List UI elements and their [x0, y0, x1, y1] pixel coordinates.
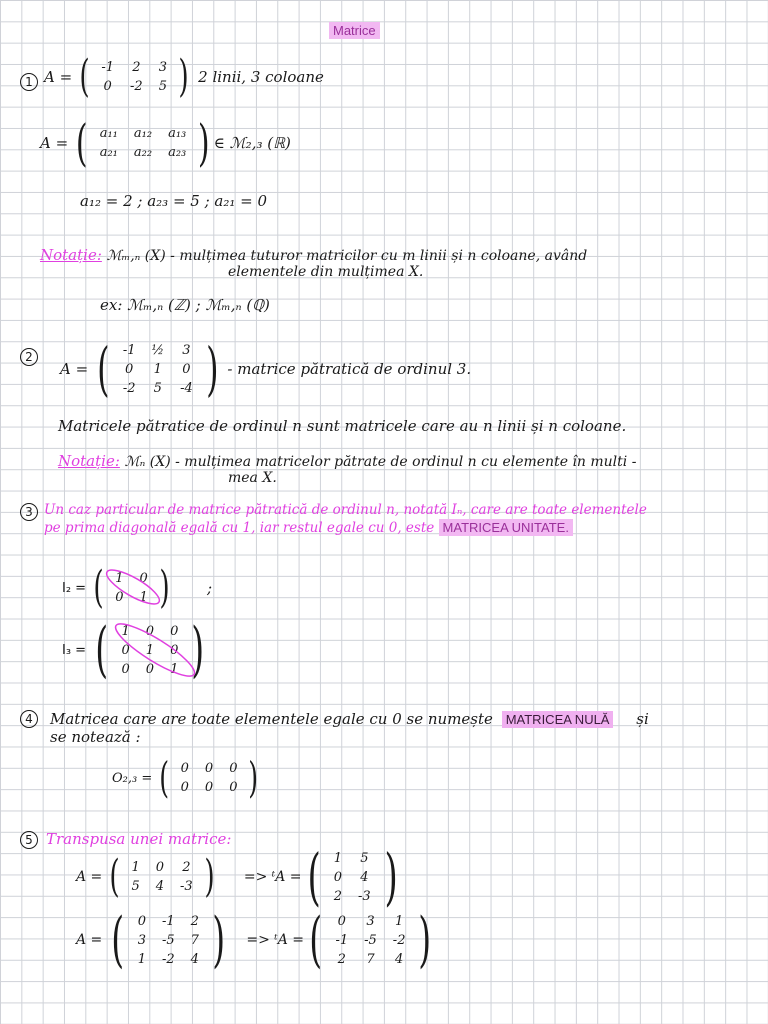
matrix-cell: -3	[180, 879, 193, 894]
null-matrix-highlight: MATRICEA NULĂ	[502, 711, 614, 728]
left-paren: (	[309, 905, 323, 975]
matrix-row	[173, 778, 246, 797]
transpose-arrow: => ᵗA =	[246, 932, 305, 948]
matrix-row	[92, 124, 195, 143]
matrix-a-general	[40, 114, 291, 172]
matrix-row	[123, 877, 200, 896]
matrix-body-transposed	[327, 912, 413, 969]
matrix-cell: 5	[158, 79, 167, 94]
section-number-4: 4	[20, 710, 38, 728]
matrix-cell: 1	[139, 590, 148, 605]
matrix-label: I₃ =	[62, 642, 87, 658]
identity-definition-text: pe prima diagonală egală cu 1, iar restul egale cu 0, este	[44, 520, 435, 536]
right-paren: )	[205, 335, 219, 403]
matrix-cell: 0	[229, 780, 238, 795]
matrix-a-2x3	[44, 51, 324, 102]
matrix-cell: -1	[162, 913, 175, 929]
matrix-body-wrap	[114, 622, 187, 679]
right-paren: )	[178, 51, 189, 102]
transpose-example-2	[76, 905, 437, 975]
left-paren: (	[95, 615, 109, 685]
right-paren: )	[191, 615, 205, 685]
element-values: a₁₂ = 2 ; a₂₃ = 5 ; a₂₁ = 0	[80, 192, 268, 210]
section-number-2: 2	[20, 348, 38, 366]
matrix-cell: -1	[122, 342, 136, 358]
section-number-5: 5	[20, 831, 38, 849]
matrix-cell: 4	[394, 951, 404, 967]
matrix-cell: 2	[190, 913, 199, 929]
matrix-label: A =	[76, 932, 103, 948]
matrix-cell: 0	[337, 913, 346, 929]
matrix-cell: 1	[121, 623, 130, 639]
transpose-heading: Transpusa unei matrice:	[46, 830, 232, 848]
matrix-cell: 3	[158, 60, 167, 75]
null-matrix-text-end: și	[636, 710, 649, 728]
left-paren: (	[93, 562, 104, 613]
matrix-cell: -5	[364, 932, 377, 948]
null-matrix-definition-line1	[50, 710, 649, 728]
matrix-cell: 0	[115, 590, 124, 605]
matrix-cell: a₂₃	[168, 145, 187, 160]
matrix-row	[107, 569, 156, 588]
matrix-cell: 4	[360, 869, 369, 885]
matrix-row	[107, 588, 156, 607]
matrix-cell: 0	[204, 761, 214, 776]
matrix-cell: -1	[335, 932, 349, 948]
matrix-body	[115, 341, 201, 398]
null-matrix	[112, 753, 262, 802]
matrix-cell: 2	[182, 860, 191, 875]
matrix-label: O₂,₃ =	[112, 770, 153, 786]
matrix-cell: 3	[182, 342, 191, 358]
matrix-cell: 0	[145, 623, 155, 639]
matrix-cell: 0	[139, 571, 148, 586]
matrix-cell: 0	[333, 869, 343, 885]
identity-definition-line1: Un caz particular de matrice pătratică de ordinul n, notată Iₙ, care are toate elementele	[44, 502, 647, 518]
right-paren: )	[198, 114, 210, 172]
matrix-label: A =	[60, 360, 89, 378]
matrix-row	[130, 931, 207, 950]
notation-block-1	[40, 246, 587, 264]
matrix-cell: 0	[204, 780, 214, 795]
matrix-body	[107, 569, 156, 607]
matrix-row	[92, 143, 195, 162]
matrix-cell: 0	[125, 361, 134, 377]
matrix-cell: a₁₁	[99, 126, 118, 141]
left-paren: (	[159, 753, 170, 802]
left-paren: (	[109, 851, 121, 902]
matrix-a-3x3	[60, 335, 472, 403]
identity-highlight: MATRICEA UNITATE.	[439, 519, 573, 536]
identity-matrix-3	[62, 615, 210, 685]
notation-label: Notație:	[58, 452, 120, 470]
matrix-cell: 5	[153, 380, 162, 396]
matrix-row	[326, 868, 379, 887]
matrix-label: A =	[44, 68, 73, 86]
matrix-row	[93, 77, 175, 96]
matrix-label: A =	[76, 869, 103, 885]
matrix-cell: 0	[121, 642, 130, 658]
matrix-cell: 0	[170, 623, 179, 639]
matrix-row	[327, 912, 413, 931]
matrix-cell: 2	[333, 888, 343, 904]
matrix-cell: 0	[229, 761, 238, 776]
example-sets: ex: ℳₘ,ₙ (ℤ) ; ℳₘ,ₙ (ℚ)	[100, 296, 270, 314]
matrix-row	[327, 931, 413, 950]
matrix-cell: 7	[366, 951, 375, 967]
matrix-body-transposed	[326, 849, 379, 906]
matrix-row	[115, 360, 201, 379]
matrix-cell: 3	[137, 932, 146, 948]
right-paren: )	[212, 905, 226, 975]
matrix-row	[173, 759, 246, 778]
right-paren: )	[204, 851, 215, 902]
matrix-cell: 0	[155, 860, 165, 875]
matrix-cell: -3	[358, 888, 371, 904]
matrix-cell: 1	[170, 661, 179, 677]
left-paren: (	[306, 840, 321, 913]
transpose-arrow: => ᵗA =	[243, 869, 302, 885]
identity-matrix-2	[62, 562, 213, 613]
matrix-cell: 0	[137, 913, 146, 929]
matrix-row	[114, 641, 187, 660]
matrix-cell: 5	[131, 879, 140, 894]
matrix-cell: 4	[155, 879, 165, 894]
matrix-body-wrap	[107, 569, 156, 607]
matrix-body	[114, 622, 187, 679]
matrix-row	[93, 58, 175, 77]
matrix-cell: 3	[366, 913, 375, 929]
matrix-cell: -2	[392, 932, 406, 948]
matrix-cell: 7	[190, 932, 199, 948]
matrix-label: A =	[40, 134, 69, 152]
right-paren: )	[248, 753, 259, 802]
null-matrix-text: Matricea care are toate elementele egale cu 0 se numește	[50, 710, 493, 728]
matrix-cell: 0	[145, 661, 155, 677]
matrix-row	[123, 858, 200, 877]
matrix-cell: a₁₂	[133, 126, 153, 141]
identity-definition-line2	[44, 520, 573, 536]
matrix-cell: 1	[137, 951, 146, 967]
matrix-row	[326, 849, 379, 868]
matrix-cell: -5	[162, 932, 175, 948]
matrix-cell: 5	[360, 850, 369, 866]
matrix-cell: 1	[153, 361, 162, 377]
matrix-body	[93, 58, 175, 96]
matrix-cell: 0	[180, 761, 189, 776]
matrix-row	[130, 912, 207, 931]
matrix-set-membership: ∈ ℳ₂,₃ (ℝ)	[213, 134, 291, 152]
left-paren: (	[97, 335, 110, 403]
matrix-row	[114, 622, 187, 641]
left-paren: (	[111, 905, 125, 975]
matrix-cell: 2	[132, 60, 141, 75]
page-title: Matrice	[329, 20, 380, 39]
left-paren: (	[79, 51, 90, 102]
right-paren: )	[418, 905, 432, 975]
matrix-cell: -2	[122, 380, 136, 396]
matrix-cell: a₂₂	[133, 145, 153, 160]
matrix-body	[130, 912, 207, 969]
matrix-cell: 0	[170, 642, 179, 658]
matrix-description: - matrice pătratică de ordinul 3.	[227, 360, 472, 378]
matrix-cell: 1	[333, 850, 343, 866]
matrix-cell: 0	[121, 661, 130, 677]
matrix-cell: 1	[131, 860, 140, 875]
matrix-cell: 4	[190, 951, 199, 967]
separator: ;	[206, 579, 213, 597]
matrix-cell: 0	[180, 780, 189, 795]
matrix-row	[115, 341, 201, 360]
notation-text-line2: mea X.	[228, 470, 277, 486]
matrix-cell: a₂₁	[99, 145, 118, 160]
square-matrix-definition: Matricele pătratice de ordinul n sunt matricele care au n linii și n coloane.	[58, 417, 627, 435]
matrix-cell: 1	[394, 913, 404, 929]
left-paren: (	[76, 114, 88, 172]
matrix-row	[326, 887, 379, 906]
matrix-row	[115, 379, 201, 398]
notation-text-line1: ℳₙ (X) - mulțimea matricelor pătrate de ordinul n cu elemente în multi -	[124, 454, 637, 470]
matrix-cell: ½	[151, 342, 165, 358]
matrix-cell: 2	[337, 951, 346, 967]
right-paren: )	[384, 840, 398, 913]
right-paren: )	[159, 562, 170, 613]
notation-text-line1: ℳₘ,ₙ (X) - mulțimea tuturor matricilor cu m linii și n coloane, având	[106, 248, 588, 264]
notation-label: Notație:	[40, 246, 102, 264]
transpose-example-1	[76, 840, 403, 913]
section-number-3: 3	[20, 503, 38, 521]
matrix-row	[327, 950, 413, 969]
matrix-label: I₂ =	[62, 580, 87, 596]
matrix-cell: -4	[180, 380, 193, 396]
matrix-cell: -1	[101, 60, 115, 75]
matrix-row	[130, 950, 207, 969]
matrix-description: 2 linii, 3 coloane	[198, 68, 324, 86]
matrix-cell: 0	[103, 79, 112, 94]
matrix-cell: -2	[162, 951, 175, 967]
notation-block-2	[58, 452, 636, 470]
matrix-row	[114, 660, 187, 679]
matrix-body	[92, 124, 195, 162]
matrix-cell: a₁₃	[168, 126, 187, 141]
section-number-1: 1	[20, 73, 38, 91]
matrix-cell: 1	[115, 571, 124, 586]
null-matrix-definition-line2: se notează :	[50, 728, 141, 746]
matrix-body	[123, 858, 200, 896]
matrix-body	[173, 759, 246, 797]
matrix-cell: 1	[145, 642, 155, 658]
matrix-cell: -2	[130, 79, 143, 94]
notation-text-line2: elementele din mulțimea X.	[228, 264, 424, 280]
matrix-cell: 0	[182, 361, 191, 377]
